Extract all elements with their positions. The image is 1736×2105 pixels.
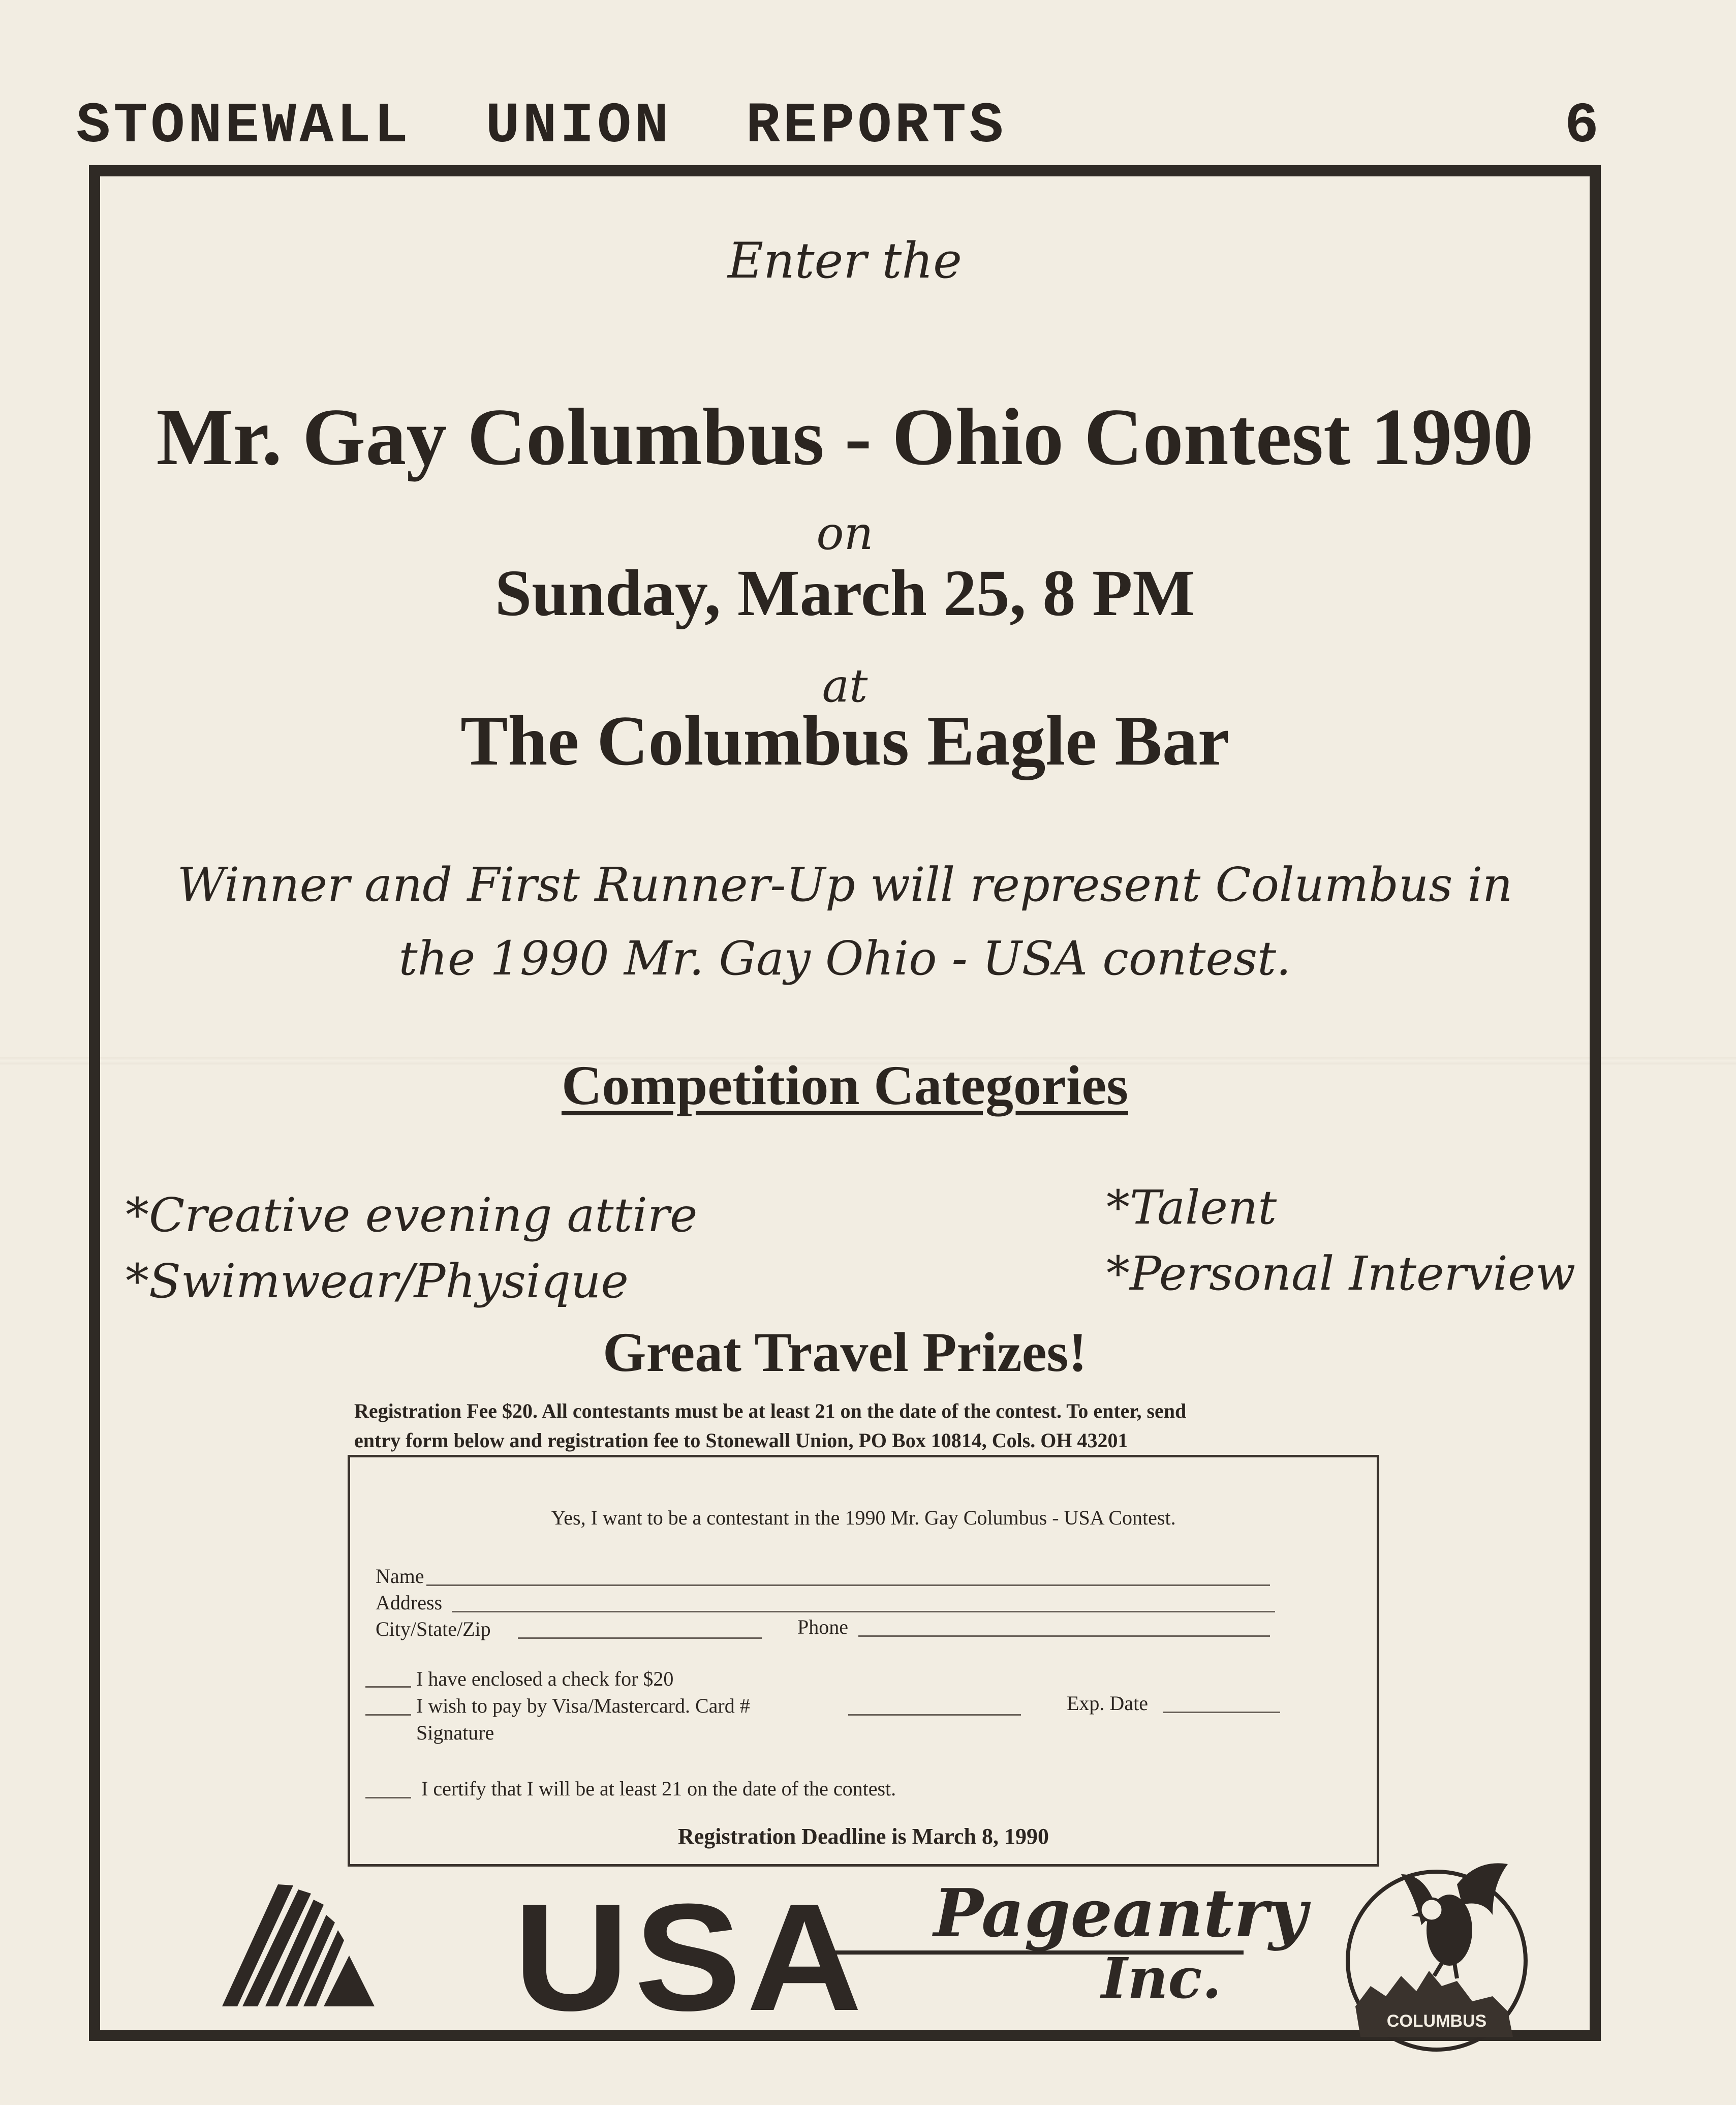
- contest-title: Mr. Gay Columbus - Ohio Contest 1990: [156, 391, 1534, 482]
- registration-deadline: Registration Deadline is March 8, 1990: [677, 1824, 1049, 1849]
- eagle-emblem-logo: [1340, 1854, 1543, 2057]
- form-intro: Yes, I want to be a contestant in the 1990 Mr. Gay Columbus - USA Contest.: [551, 1506, 1176, 1529]
- registration-info: [354, 1396, 1523, 1455]
- check-option-blank[interactable]: [365, 1686, 411, 1688]
- sponsor-logos: [100, 1869, 1590, 2042]
- categories-heading: Competition Categories: [561, 1054, 1129, 1116]
- event-venue: The Columbus Eagle Bar: [460, 701, 1229, 780]
- at-text: at: [822, 659, 868, 713]
- card-number-field[interactable]: [848, 1714, 1021, 1716]
- pageantry-logo: Pageantry: [934, 1874, 1307, 1952]
- pageantry-inc: Inc.: [1101, 1945, 1222, 2011]
- certify-blank[interactable]: [365, 1797, 411, 1798]
- stripe-triangle-logo: [222, 1879, 385, 2011]
- name-field[interactable]: [426, 1584, 1270, 1586]
- prizes-heading: Great Travel Prizes!: [603, 1321, 1087, 1383]
- category-item: *Personal Interview: [1106, 1246, 1576, 1301]
- page-number: 6: [1564, 94, 1599, 159]
- publication-masthead: STONEWALL UNION REPORTS: [76, 94, 1007, 159]
- signature-label: Signature: [416, 1721, 494, 1744]
- enter-the-text: Enter the: [728, 232, 962, 289]
- exp-date-label: Exp. Date: [1067, 1692, 1148, 1715]
- category-item: *Swimwear/Physique: [126, 1254, 629, 1308]
- eagle-emblem-text: COLUMBUS: [1386, 2011, 1487, 2031]
- category-item: *Talent: [1106, 1180, 1277, 1235]
- registration-line: Registration Fee $20. All contestants must be at least 21 on the date of the contest. To enter, send: [354, 1399, 1187, 1422]
- usa-logo: USA: [513, 1872, 867, 2042]
- name-label: Name: [376, 1565, 424, 1588]
- category-item: *Creative evening attire: [126, 1188, 698, 1242]
- registration-line: entry form below and registration fee to Stonewall Union, PO Box 10814, Cols. OH 43201: [354, 1429, 1128, 1452]
- exp-date-field[interactable]: [1163, 1712, 1280, 1713]
- phone-field[interactable]: [858, 1635, 1270, 1637]
- certify-label: I certify that I will be at least 21 on the date of the contest.: [421, 1777, 896, 1800]
- address-field[interactable]: [452, 1611, 1275, 1612]
- city-state-zip-label: City/State/Zip: [376, 1618, 491, 1640]
- winner-text-line-2: the 1990 Mr. Gay Ohio - USA contest.: [398, 931, 1291, 986]
- event-date: Sunday, March 25, 8 PM: [494, 557, 1195, 630]
- check-option-label: I have enclosed a check for $20: [416, 1667, 674, 1690]
- card-option-label: I wish to pay by Visa/Mastercard. Card #: [416, 1694, 750, 1717]
- winner-text-line-1: Winner and First Runner-Up will represent Columbus in: [177, 858, 1513, 912]
- on-text: on: [816, 507, 874, 560]
- city-state-zip-field[interactable]: [518, 1637, 762, 1639]
- address-label: Address: [376, 1591, 443, 1614]
- phone-label: Phone: [797, 1615, 848, 1638]
- entry-form: [348, 1455, 1379, 1867]
- card-option-blank[interactable]: [365, 1714, 411, 1716]
- contest-advertisement: [89, 165, 1601, 2041]
